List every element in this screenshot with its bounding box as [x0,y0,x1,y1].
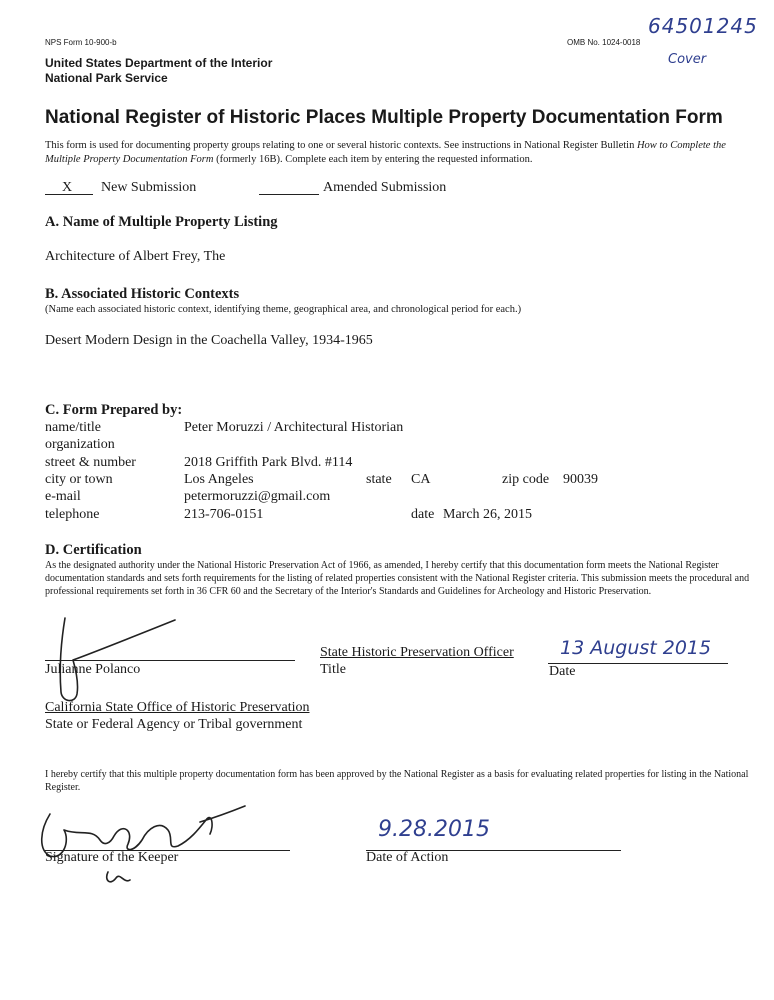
email-label: e-mail [45,489,81,504]
section-b-instruction: (Name each associated historic context, identifying theme, geographical area, and chronological period for each.) [45,304,522,315]
state-value: CA [411,472,431,487]
organization-label: organization [45,437,115,452]
section-b-heading: B. Associated Historic Contexts [45,286,240,302]
handwritten-action-date: 9.28.2015 [378,817,490,842]
handwritten-certification-date: 13 August 2015 [560,637,712,659]
department-name: United States Department of the Interior [45,56,273,70]
city-label: city or town [45,472,113,487]
name-title-value: Peter Moruzzi / Architectural Historian [184,420,404,435]
keeper-statement: I hereby certify that this multiple property documentation form has been approved by the National Register as a basis for evaluating related properties for listing in the National Register. [45,769,749,793]
amended-submission-blank [259,194,319,195]
email-value: petermoruzzi@gmail.com [184,489,331,504]
shpo-signature-line [45,660,295,661]
zip-label: zip code [502,472,550,487]
new-submission-label: New Submission [101,180,197,195]
agency-name: California State Office of Historic Preservation [45,700,310,715]
date-label: date [411,507,435,522]
section-d-heading: D. Certification [45,542,142,558]
telephone-value: 213-706-0151 [184,507,264,522]
date-label-certification: Date [549,664,576,679]
form-number: NPS Form 10-900-b [45,38,117,47]
keeper-signature-label: Signature of the Keeper [45,850,179,865]
handwritten-reference-number: 64501245 [648,14,758,38]
omb-number: OMB No. 1024-0018 [567,38,641,47]
street-label: street & number [45,455,136,470]
multiple-property-name: Architecture of Albert Frey, The [45,249,226,264]
new-submission-mark: X [62,180,73,195]
section-a-heading: A. Name of Multiple Property Listing [45,214,278,230]
agency-label: State or Federal Agency or Tribal government [45,717,303,732]
signer-name: Julianne Polanco [45,662,141,677]
bulletin-title: How to Complete the Multiple Property Documentation Form [45,140,726,165]
telephone-label: telephone [45,507,100,522]
handwritten-cover-note: Cover [668,52,707,67]
historic-context: Desert Modern Design in the Coachella Valley, 1934-1965 [45,333,373,348]
street-value: 2018 Griffith Park Blvd. #114 [184,455,353,470]
service-name: National Park Service [45,71,168,85]
name-title-label: name/title [45,420,101,435]
zip-value: 90039 [563,472,598,487]
certification-statement: As the designated authority under the National Historic Preservation Act of 1966, as amended, I hereby certify that this documentation form meets the National Register documentation standards and sets forth requirements for the listing of related properties consistent with the National Register criteria. This submission meets the procedural and professional requirements set forth in 36 CFR 60 and the Secretary of the Interior's Standards and Guidelines for Archeology and Historic Preservation. [45,560,750,597]
section-c-heading: C. Form Prepared by: [45,402,183,418]
state-label: state [366,472,392,487]
date-value: March 26, 2015 [443,507,533,522]
intro-text: This form is used for documenting property groups relating to one or several historic contexts. See instructions in National Register Bulletin How to Complete the Multiple Property Documentation Form (formerly 16B). Complete each item by entering the requested information. [45,140,726,165]
amended-submission-label: Amended Submission [323,180,447,195]
action-date-label: Date of Action [366,850,449,865]
title-label: Title [320,662,346,677]
keeper-signature [30,800,260,895]
page-title: National Register of Historic Places Multiple Property Documentation Form [45,107,723,128]
city-value: Los Angeles [184,472,254,487]
signer-title: State Historic Preservation Officer [320,645,514,660]
